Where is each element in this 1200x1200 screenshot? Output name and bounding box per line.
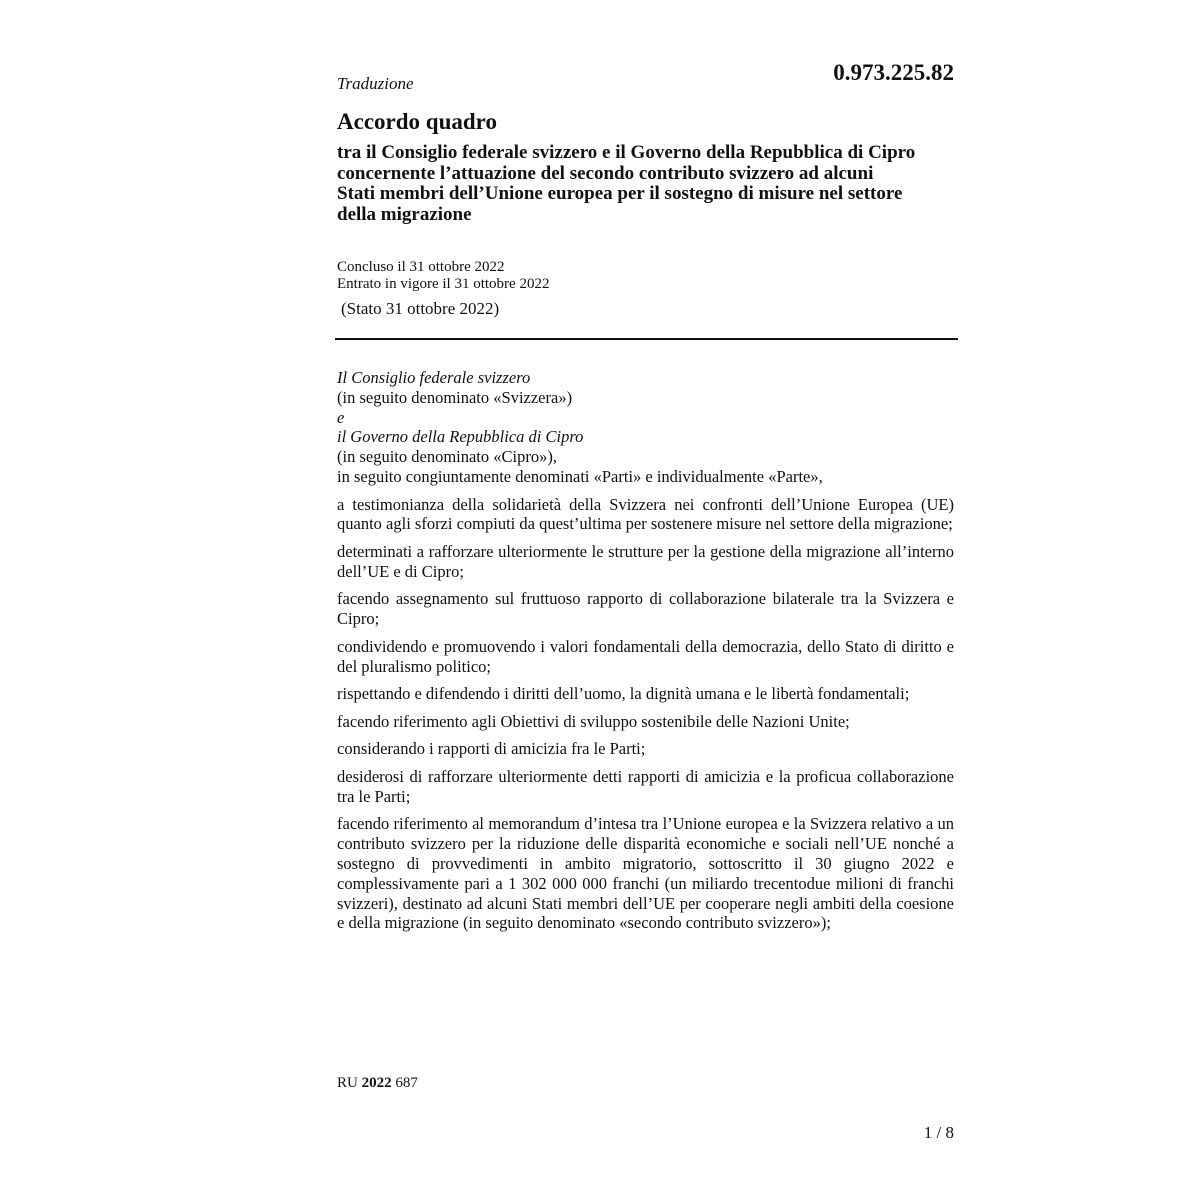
document-dates xyxy=(337,259,549,293)
party-2-note: (in seguito denominato «Cipro»), xyxy=(337,447,557,467)
recital-paragraph: facendo riferimento al memorandum d’intesa tra l’Unione europea e la Svizzera relativo a un contributo svizzero per la riduzione delle disparità economiche e sociali nell’UE nonché a sostegno di provvedimenti in ambito migratorio, sottoscritto il 30 giugno 2022 e complessivamente pari a 1 302 000 000 franchi (un miliardo trecentodue milioni di franchi svizzeri), destinato ad alcuni Stati membri dell’UE per cooperare negli ambiti della coesione e della migrazione (in seguito denominato «secondo contributo svizzero»); xyxy=(337,814,954,933)
subtitle-line: della migrazione xyxy=(337,203,472,225)
horizontal-divider xyxy=(335,338,958,340)
translation-label: Traduzione xyxy=(337,74,414,93)
page-number: 1 / 8 xyxy=(923,1123,954,1142)
recital-paragraph: rispettando e difendendo i diritti dell’uomo, la dignità umana e le libertà fondamentali; xyxy=(337,684,910,704)
recital-paragraph: a testimonianza della solidarietà della Svizzera nei confronti dell’Unione Europea (UE) quanto agli sforzi compiuti da quest’ultima per sostenere misure nel settore della migrazione; xyxy=(337,494,954,534)
subtitle-line: concernente l’attuazione del secondo contributo svizzero ad alcuni xyxy=(337,162,874,184)
party-2-name: il Governo della Repubblica di Cipro xyxy=(337,427,584,447)
recital-paragraph: facendo assegnamento sul fruttuoso rapporto di collaborazione bilaterale tra la Svizzera e Cipro; xyxy=(337,589,954,629)
parties-jointly: in seguito congiuntamente denominati «Parti» e individualmente «Parte», xyxy=(337,466,823,486)
official-compilation-reference xyxy=(337,1075,418,1092)
recital-paragraph: facendo riferimento agli Obiettivi di sviluppo sostenibile delle Nazioni Unite; xyxy=(337,711,850,731)
party-1-note: (in seguito denominato «Svizzera») xyxy=(337,387,573,407)
subtitle-line: Stati membri dell’Unione europea per il sostegno di misure nel settore xyxy=(337,183,903,204)
party-conjunction: e xyxy=(337,407,345,427)
recital-paragraph: condividendo e promuovendo i valori fondamentali della democrazia, dello Stato di diritto e del pluralismo politico; xyxy=(337,636,954,676)
status-date: (Stato 31 ottobre 2022) xyxy=(341,299,500,318)
document-subtitle xyxy=(337,143,977,225)
party-1-name: Il Consiglio federale svizzero xyxy=(337,368,531,387)
concluded-date: Concluso il 31 ottobre 2022 xyxy=(337,259,505,275)
recital-paragraph: considerando i rapporti di amicizia fra le Parti; xyxy=(337,739,646,759)
sr-number: 0.973.225.82 xyxy=(833,60,954,85)
ru-prefix: RU xyxy=(337,1075,358,1091)
in-force-date: Entrato in vigore il 31 ottobre 2022 xyxy=(337,276,550,292)
document-title: Accordo quadro xyxy=(337,109,497,134)
ru-page: 687 xyxy=(395,1075,418,1091)
preamble xyxy=(337,368,954,933)
recital-paragraph: desiderosi di rafforzare ulteriormente detti rapporti di amicizia e la proficua collaborazione tra le Parti; xyxy=(337,766,954,806)
ru-year: 2022 xyxy=(361,1075,392,1091)
recital-paragraph: determinati a rafforzare ulteriormente le strutture per la gestione della migrazione all’interno dell’UE e di Cipro; xyxy=(337,541,954,581)
subtitle-line: tra il Consiglio federale svizzero e il Governo della Repubblica di Cipro xyxy=(337,142,916,163)
